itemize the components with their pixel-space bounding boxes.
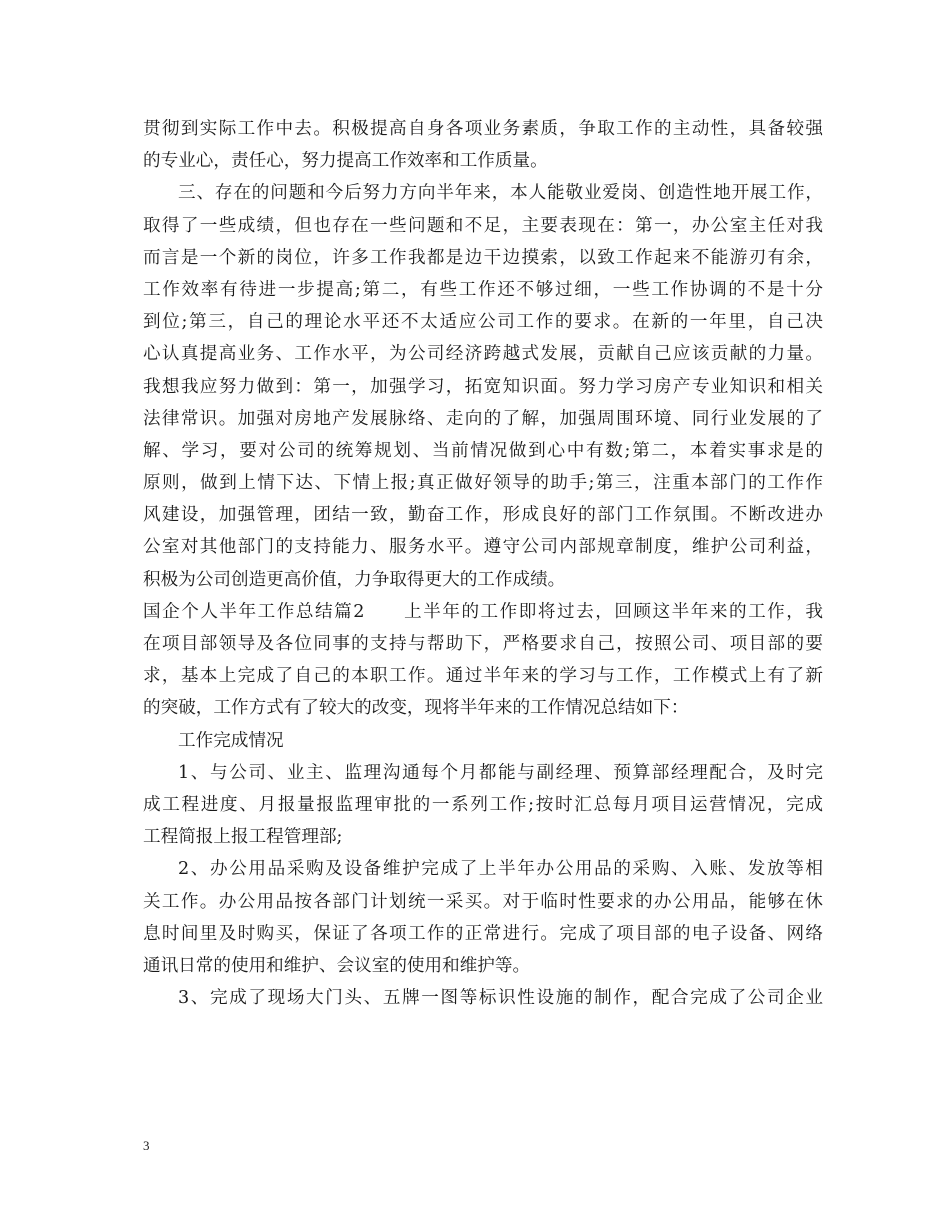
text-line: 我想我应努力做到：第一，加强学习，拓宽知识面。努力学习房产专业知识和相关 [143, 376, 823, 397]
article-title-line: 国企个人半年工作总结篇2 上半年的工作即将过去，回顾这半年来的工作，我 [143, 601, 823, 622]
text-line: 风建设，加强管理，团结一致，勤奋工作，形成良好的部门工作氛围。不断改进办 [143, 505, 823, 526]
text-line: 求，基本上完成了自己的本职工作。通过半年来的学习与工作，工作模式上有了新 [143, 666, 823, 687]
text-line: 关工作。办公用品按各部门计划统一采买。对于临时性要求的办公用品，能够在休 [143, 891, 823, 912]
text-line: 解、学习，要对公司的统筹规划、当前情况做到心中有数;第二，本着实事求是的 [143, 440, 823, 461]
text-line: 法律常识。加强对房地产发展脉络、走向的了解，加强周围环境、同行业发展的了 [143, 408, 823, 429]
page-number: 3 [143, 1138, 150, 1153]
text-line: 积极为公司创造更高价值，力争取得更大的工作成绩。 [143, 569, 566, 590]
list-item-line: 3、完成了现场大门头、五牌一图等标识性设施的制作，配合完成了公司企业 [178, 988, 823, 1009]
list-item-line: 2、办公用品采购及设备维护完成了上半年办公用品的采购、入账、发放等相 [178, 859, 823, 880]
text-line: 取得了一些成绩，但也存在一些问题和不足，主要表现在：第一，办公室主任对我 [143, 215, 823, 236]
list-item-line: 1、与公司、业主、监理沟通每个月都能与副经理、预算部经理配合，及时完 [178, 762, 823, 783]
text-line: 到位;第三，自己的理论水平还不太适应公司工作的要求。在新的一年里，自己决 [143, 312, 823, 333]
section-heading-line: 三、存在的问题和今后努力方向半年来，本人能敬业爱岗、创造性地开展工作， [178, 183, 823, 204]
text-line: 成工程进度、月报量报监理审批的一系列工作;按时汇总每月项目运营情况，完成 [143, 794, 823, 815]
text-line: 工程简报上报工程管理部; [143, 827, 343, 848]
text-line: 在项目部领导及各位同事的支持与帮助下，严格要求自己，按照公司、项目部的要 [143, 634, 823, 654]
text-line: 公室对其他部门的支持能力、服务水平。遵守公司内部规章制度，维护公司利益， [143, 537, 823, 558]
text-line: 心认真提高业务、工作水平，为公司经济跨越式发展，贡献自己应该贡献的力量。 [143, 344, 823, 365]
text-line: 的专业心，责任心，努力提高工作效率和工作质量。 [143, 151, 548, 172]
text-line: 贯彻到实际工作中去。积极提高自身各项业务素质，争取工作的主动性，具备较强 [143, 119, 823, 139]
text-line: 而言是一个新的岗位，许多工作我都是边干边摸索，以致工作起来不能游刃有余， [143, 247, 823, 268]
text-line: 通讯日常的使用和维护、会议室的使用和维护等。 [143, 955, 531, 976]
text-line: 工作效率有待进一步提高;第二，有些工作还不够过细，一些工作协调的不是十分 [143, 279, 823, 300]
text-line: 息时间里及时购买，保证了各项工作的正常进行。完成了项目部的电子设备、网络 [143, 923, 823, 944]
subheading-line: 工作完成情况 [178, 730, 284, 751]
document-body [143, 113, 823, 1014]
text-line: 原则，做到上情下达、下情上报;真正做好领导的助手;第三，注重本部门的工作作 [143, 473, 823, 494]
text-line: 的突破，工作方式有了较大的改变，现将半年来的工作情况总结如下： [143, 698, 689, 719]
